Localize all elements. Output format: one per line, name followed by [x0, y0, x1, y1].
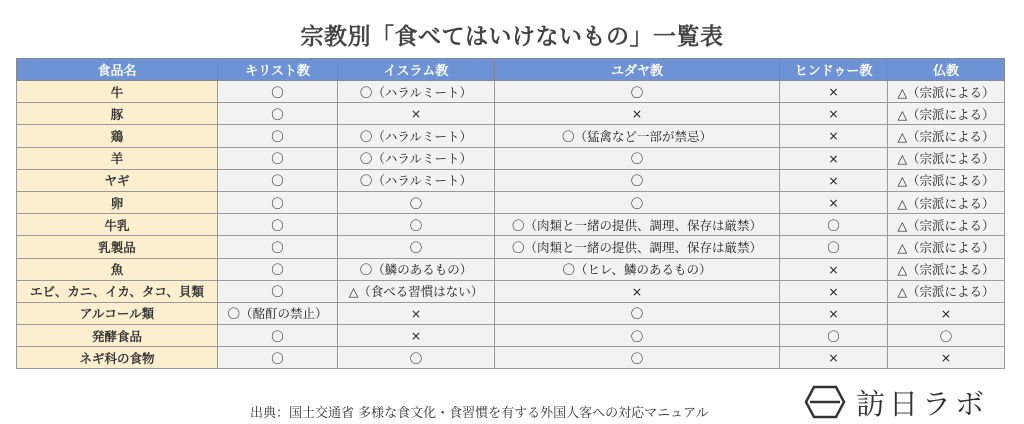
rule-cell: △（宗派による） — [888, 280, 1005, 302]
rule-cell: 〇 — [218, 81, 338, 103]
rule-cell: 〇 — [218, 214, 338, 236]
rule-cell: 〇（ハラルミート） — [338, 81, 495, 103]
table-row — [17, 214, 1005, 236]
food-name-cell: 発酵食品 — [17, 325, 218, 347]
food-name-cell: 魚 — [17, 258, 218, 280]
rule-cell: 〇（ハラルミート） — [338, 169, 495, 191]
table-body — [17, 81, 1005, 369]
rule-cell: 〇 — [218, 125, 338, 147]
rule-cell: 〇（ハラルミート） — [338, 125, 495, 147]
rule-cell: 〇（肉類と一緒の提供、調理、保存は厳禁） — [495, 214, 780, 236]
rule-cell: △（宗派による） — [888, 191, 1005, 213]
rule-cell: 〇（肉類と一緒の提供、調理、保存は厳禁） — [495, 236, 780, 258]
column-header: ヒンドゥー教 — [780, 59, 888, 81]
food-name-cell: ヤギ — [17, 169, 218, 191]
logo-text: 訪日ラボ — [856, 386, 989, 421]
rule-cell: △（宗派による） — [888, 125, 1005, 147]
rule-cell: 〇 — [888, 325, 1005, 347]
page-title: 宗教別「食べてはいけないもの」一覧表 — [300, 24, 724, 50]
rule-cell: 〇 — [218, 280, 338, 302]
rule-cell: × — [780, 147, 888, 169]
rule-cell: △（宗派による） — [888, 214, 1005, 236]
hexagon-logo-icon — [804, 385, 846, 419]
rule-cell: △（宗派による） — [888, 81, 1005, 103]
rule-cell: 〇 — [780, 325, 888, 347]
food-name-cell: 羊 — [17, 147, 218, 169]
column-header: イスラム教 — [338, 59, 495, 81]
food-name-cell: 鶏 — [17, 125, 218, 147]
rule-cell: 〇 — [495, 325, 780, 347]
rule-cell: 〇 — [338, 191, 495, 213]
rule-cell: 〇 — [218, 169, 338, 191]
rule-cell: 〇 — [218, 347, 338, 369]
religion-food-table — [16, 58, 1005, 369]
rule-cell: △（食べる習慣はない） — [338, 280, 495, 302]
food-name-cell: 豚 — [17, 103, 218, 125]
table-row — [17, 325, 1005, 347]
rule-cell: △（宗派による） — [888, 103, 1005, 125]
rule-cell: △（宗派による） — [888, 236, 1005, 258]
rule-cell: × — [780, 280, 888, 302]
table-row — [17, 191, 1005, 213]
rule-cell: △（宗派による） — [888, 169, 1005, 191]
rule-cell: 〇 — [495, 302, 780, 324]
rule-cell: 〇 — [495, 81, 780, 103]
food-name-cell: 乳製品 — [17, 236, 218, 258]
rule-cell: 〇 — [495, 147, 780, 169]
food-name-cell: 牛乳 — [17, 214, 218, 236]
rule-cell: 〇（ハラルミート） — [338, 147, 495, 169]
table-row — [17, 169, 1005, 191]
rule-cell: × — [780, 169, 888, 191]
rule-cell: △（宗派による） — [888, 258, 1005, 280]
rule-cell: × — [780, 302, 888, 324]
rule-cell: 〇 — [495, 169, 780, 191]
rule-cell: × — [338, 302, 495, 324]
rule-cell: × — [495, 103, 780, 125]
rule-cell: × — [780, 81, 888, 103]
source-citation: 出典：国土交通省 多様な食文化・食習慣を有する外国人客への対応マニュアル — [250, 406, 709, 421]
column-header: ユダヤ教 — [495, 59, 780, 81]
table-row — [17, 81, 1005, 103]
table-row — [17, 236, 1005, 258]
rule-cell: 〇 — [218, 325, 338, 347]
table-header-row — [17, 59, 1005, 81]
rule-cell: 〇 — [338, 236, 495, 258]
column-header: 食品名 — [17, 59, 218, 81]
logo — [804, 384, 988, 420]
table-row — [17, 302, 1005, 324]
rule-cell: 〇 — [218, 236, 338, 258]
rule-cell: × — [780, 191, 888, 213]
rule-cell: × — [780, 347, 888, 369]
column-header: キリスト教 — [218, 59, 338, 81]
rule-cell: 〇 — [495, 191, 780, 213]
rule-cell: 〇 — [780, 236, 888, 258]
food-name-cell: 卵 — [17, 191, 218, 213]
table-row — [17, 125, 1005, 147]
rule-cell: 〇 — [495, 347, 780, 369]
rule-cell: × — [780, 125, 888, 147]
rule-cell: 〇（猛禽など一部が禁忌） — [495, 125, 780, 147]
food-name-cell: アルコール類 — [17, 302, 218, 324]
table-row — [17, 258, 1005, 280]
rule-cell: △（宗派による） — [888, 147, 1005, 169]
rule-cell: × — [338, 325, 495, 347]
column-header: 仏教 — [888, 59, 1005, 81]
table-row — [17, 347, 1005, 369]
rule-cell: × — [495, 280, 780, 302]
rule-cell: 〇（ヒレ、鱗のあるもの） — [495, 258, 780, 280]
rule-cell: 〇 — [218, 103, 338, 125]
rule-cell: 〇（酩酊の禁止） — [218, 302, 338, 324]
food-name-cell: エビ、カニ、イカ、タコ、貝類 — [17, 280, 218, 302]
rule-cell: 〇 — [780, 214, 888, 236]
rule-cell: 〇 — [338, 214, 495, 236]
rule-cell: 〇 — [218, 258, 338, 280]
rule-cell: × — [780, 103, 888, 125]
rule-cell: × — [888, 302, 1005, 324]
food-name-cell: 牛 — [17, 81, 218, 103]
rule-cell: × — [780, 258, 888, 280]
rule-cell: × — [888, 347, 1005, 369]
table-row — [17, 147, 1005, 169]
food-name-cell: ネギ科の食物 — [17, 347, 218, 369]
rule-cell: 〇 — [218, 191, 338, 213]
table-row — [17, 280, 1005, 302]
rule-cell: 〇 — [218, 147, 338, 169]
rule-cell: 〇（鱗のあるもの） — [338, 258, 495, 280]
rule-cell: × — [338, 103, 495, 125]
table-row — [17, 103, 1005, 125]
rule-cell: 〇 — [338, 347, 495, 369]
